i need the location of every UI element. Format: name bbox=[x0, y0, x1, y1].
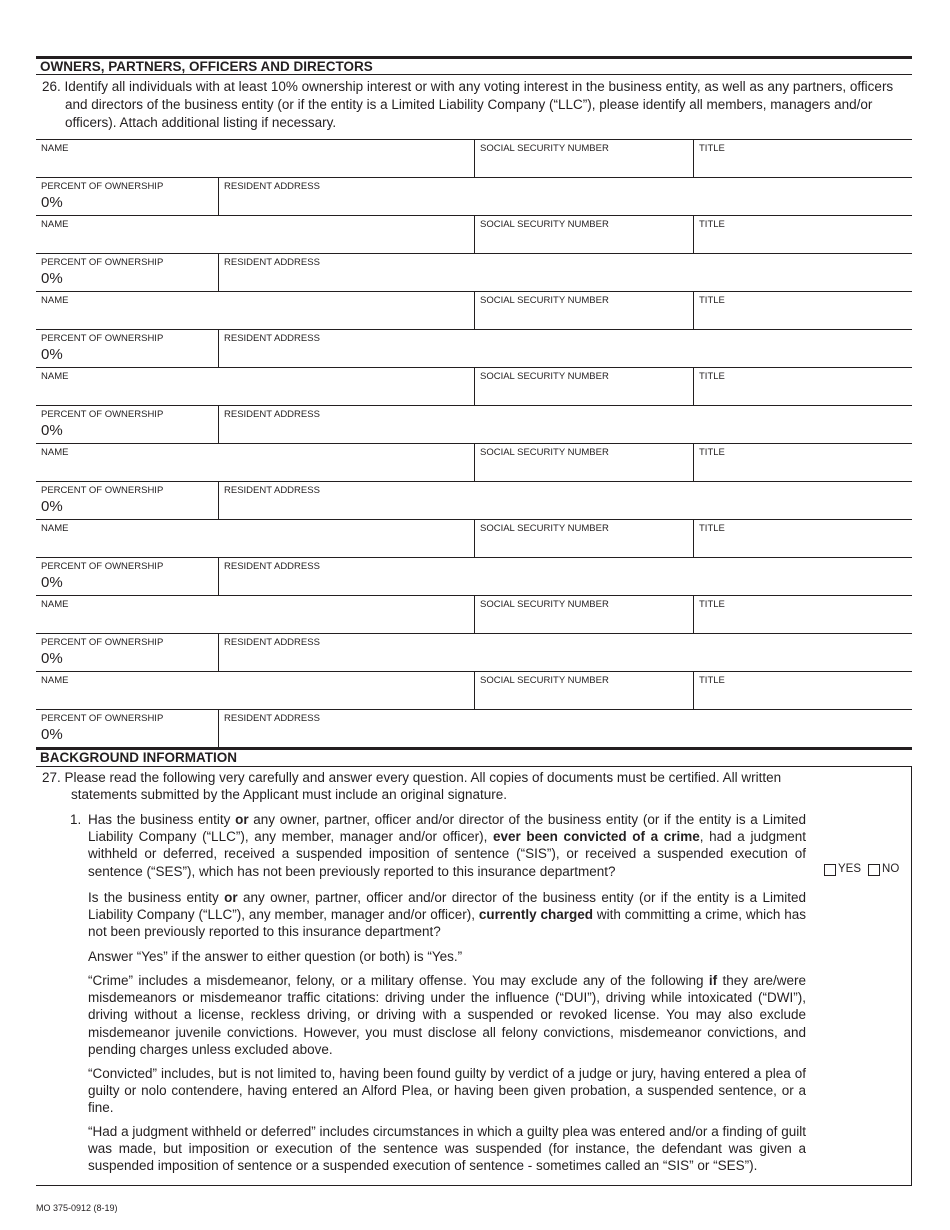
owner-name-row bbox=[36, 520, 912, 558]
ssn-label: SOCIAL SECURITY NUMBER bbox=[480, 599, 609, 610]
address-label: RESIDENT ADDRESS bbox=[224, 181, 320, 192]
owner-ownership-row bbox=[36, 178, 912, 216]
title-field[interactable] bbox=[693, 520, 912, 557]
title-label: TITLE bbox=[699, 447, 725, 458]
percent-value: 0% bbox=[41, 726, 63, 743]
address-field[interactable] bbox=[218, 254, 912, 291]
owner-ownership-row bbox=[36, 482, 912, 520]
ssn-field[interactable] bbox=[474, 216, 693, 253]
percent-field[interactable] bbox=[36, 482, 218, 519]
name-label: NAME bbox=[41, 371, 69, 382]
percent-label: PERCENT OF OWNERSHIP bbox=[41, 181, 164, 192]
address-label: RESIDENT ADDRESS bbox=[224, 485, 320, 496]
percent-field[interactable] bbox=[36, 178, 218, 215]
answer-note: Answer “Yes” if the answer to either question (or both) is “Yes.” bbox=[88, 949, 463, 964]
title-label: TITLE bbox=[699, 371, 725, 382]
form-number: MO 375-0912 (8-19) bbox=[36, 1203, 118, 1213]
owner-name-row bbox=[36, 672, 912, 710]
owner-ownership-row bbox=[36, 330, 912, 368]
ssn-label: SOCIAL SECURITY NUMBER bbox=[480, 219, 609, 230]
question-27-intro: 27. Please read the following very carefully and answer every question. All copies of documents must be certified. All written statements submitted by the Applicant must include an original signature. bbox=[42, 770, 782, 803]
owner-name-row bbox=[36, 368, 912, 406]
percent-field[interactable] bbox=[36, 710, 218, 747]
title-field[interactable] bbox=[693, 216, 912, 253]
owner-ownership-row bbox=[36, 634, 912, 672]
percent-value: 0% bbox=[41, 650, 63, 667]
percent-value: 0% bbox=[41, 498, 63, 515]
ssn-label: SOCIAL SECURITY NUMBER bbox=[480, 523, 609, 534]
owners-instruction: 26. Identify all individuals with at least 10% ownership interest or with any voting interest in the business entity, as well as any partners, officers and directors of the business entity (or if the entity is a Limited Liability Company (“LLC”), please identify all members, managers and/or officers). Attach additional listing if necessary. bbox=[42, 79, 894, 130]
address-field[interactable] bbox=[218, 634, 912, 671]
address-label: RESIDENT ADDRESS bbox=[224, 409, 320, 420]
convicted-definition: “Convicted” includes, but is not limited to, having been found guilty by verdict of a judge or jury, having entered a plea of guilty or nolo contendere, having entered an Alford Plea, or having been given probation, a suspended sentence, or a fine. bbox=[88, 1066, 806, 1116]
ssn-label: SOCIAL SECURITY NUMBER bbox=[480, 295, 609, 306]
owner-ownership-row bbox=[36, 254, 912, 292]
percent-label: PERCENT OF OWNERSHIP bbox=[41, 713, 164, 724]
ssn-field[interactable] bbox=[474, 520, 693, 557]
address-label: RESIDENT ADDRESS bbox=[224, 637, 320, 648]
percent-value: 0% bbox=[41, 346, 63, 363]
ssn-label: SOCIAL SECURITY NUMBER bbox=[480, 447, 609, 458]
yes-checkbox[interactable] bbox=[824, 864, 836, 876]
name-label: NAME bbox=[41, 523, 69, 534]
name-label: NAME bbox=[41, 447, 69, 458]
percent-label: PERCENT OF OWNERSHIP bbox=[41, 561, 164, 572]
address-field[interactable] bbox=[218, 178, 912, 215]
title-label: TITLE bbox=[699, 295, 725, 306]
crime-definition: “Crime” includes a misdemeanor, felony, or a military offense. You may exclude any of the following if they are/were misdemeanors or misdemeanor traffic citations: driving under the influence (“DUI”), driving while intoxicated (“DWI”), driving without a license, reckless driving, or driving with a suspended or revoked license. You may also exclude misdemeanor juvenile convictions. However, you must disclose all felony convictions, misdemeanor convictions, and pending charges unless excluded above. bbox=[88, 973, 806, 1057]
owners-table bbox=[36, 139, 912, 747]
address-label: RESIDENT ADDRESS bbox=[224, 713, 320, 724]
percent-label: PERCENT OF OWNERSHIP bbox=[41, 485, 164, 496]
address-field[interactable] bbox=[218, 406, 912, 443]
owner-name-row bbox=[36, 292, 912, 330]
name-field[interactable] bbox=[36, 520, 474, 557]
ssn-label: SOCIAL SECURITY NUMBER bbox=[480, 143, 609, 154]
ssn-field[interactable] bbox=[474, 444, 693, 481]
address-label: RESIDENT ADDRESS bbox=[224, 333, 320, 344]
ssn-label: SOCIAL SECURITY NUMBER bbox=[480, 371, 609, 382]
address-field[interactable] bbox=[218, 482, 912, 519]
owner-ownership-row bbox=[36, 710, 912, 747]
percent-value: 0% bbox=[41, 422, 63, 439]
question-2-text: Is the business entity or any owner, partner, officer and/or director of the business entity (or if the entity is a Limited Liability Company (“LLC”), any member, manager and/or officer), currently charged with committing a crime, which has not been previously reported to this insurance department? bbox=[88, 890, 806, 940]
title-field[interactable] bbox=[693, 672, 912, 709]
title-field[interactable] bbox=[693, 140, 912, 177]
yes-no-answer bbox=[824, 863, 899, 876]
address-field[interactable] bbox=[218, 710, 912, 747]
ssn-field[interactable] bbox=[474, 140, 693, 177]
owner-name-row bbox=[36, 140, 912, 178]
judgment-definition: “Had a judgment withheld or deferred” includes circumstances in which a guilty plea was entered and/or a finding of guilt was made, but imposition or execution of the sentence was suspended (for instance, the defendant was given a suspended imposition of sentence or a suspended execution of sentence - sometimes called an “SIS” or “SES”). bbox=[88, 1124, 806, 1174]
name-label: NAME bbox=[41, 295, 69, 306]
percent-field[interactable] bbox=[36, 634, 218, 671]
ssn-field[interactable] bbox=[474, 292, 693, 329]
owners-form bbox=[36, 56, 912, 1186]
name-label: NAME bbox=[41, 675, 69, 686]
owner-name-row bbox=[36, 216, 912, 254]
question-item-number: 1. bbox=[70, 812, 82, 827]
owner-name-row bbox=[36, 444, 912, 482]
title-field[interactable] bbox=[693, 292, 912, 329]
percent-label: PERCENT OF OWNERSHIP bbox=[41, 333, 164, 344]
percent-value: 0% bbox=[41, 194, 63, 211]
owner-name-row bbox=[36, 596, 912, 634]
name-label: NAME bbox=[41, 143, 69, 154]
percent-label: PERCENT OF OWNERSHIP bbox=[41, 637, 164, 648]
no-checkbox[interactable] bbox=[868, 864, 880, 876]
address-label: RESIDENT ADDRESS bbox=[224, 257, 320, 268]
percent-field[interactable] bbox=[36, 330, 218, 367]
name-field[interactable] bbox=[36, 292, 474, 329]
question-1-text: Has the business entity or any owner, partner, officer and/or director of the business entity (or if the entity is a Limited Liability Company (“LLC”), any member, manager and/or officer), ever been convicted of a crime, had a judgment withheld or deferred, received a suspended imposition of sentence (“SIS”), or received a suspended execution of sentence (“SES”), which has not been previously reported to this insurance department? bbox=[88, 812, 807, 879]
ssn-field[interactable] bbox=[474, 368, 693, 405]
title-label: TITLE bbox=[699, 599, 725, 610]
percent-value: 0% bbox=[41, 270, 63, 287]
name-label: NAME bbox=[41, 219, 69, 230]
name-field[interactable] bbox=[36, 368, 474, 405]
address-field[interactable] bbox=[218, 558, 912, 595]
title-label: TITLE bbox=[699, 675, 725, 686]
name-field[interactable] bbox=[36, 672, 474, 709]
name-label: NAME bbox=[41, 599, 69, 610]
background-section-title: BACKGROUND INFORMATION bbox=[36, 747, 912, 767]
name-field[interactable] bbox=[36, 140, 474, 177]
percent-label: PERCENT OF OWNERSHIP bbox=[41, 257, 164, 268]
percent-value: 0% bbox=[41, 574, 63, 591]
ssn-field[interactable] bbox=[474, 596, 693, 633]
owners-section-title: OWNERS, PARTNERS, OFFICERS AND DIRECTORS bbox=[36, 56, 912, 75]
name-field[interactable] bbox=[36, 444, 474, 481]
name-field[interactable] bbox=[36, 216, 474, 253]
percent-field[interactable] bbox=[36, 558, 218, 595]
title-field[interactable] bbox=[693, 596, 912, 633]
yes-label: YES bbox=[838, 863, 862, 875]
percent-field[interactable] bbox=[36, 406, 218, 443]
percent-field[interactable] bbox=[36, 254, 218, 291]
title-label: TITLE bbox=[699, 143, 725, 154]
no-label: NO bbox=[882, 863, 900, 875]
ssn-label: SOCIAL SECURITY NUMBER bbox=[480, 675, 609, 686]
ssn-field[interactable] bbox=[474, 672, 693, 709]
owner-ownership-row bbox=[36, 406, 912, 444]
address-field[interactable] bbox=[218, 330, 912, 367]
name-field[interactable] bbox=[36, 596, 474, 633]
title-label: TITLE bbox=[699, 523, 725, 534]
background-section bbox=[36, 767, 912, 1186]
title-field[interactable] bbox=[693, 368, 912, 405]
address-label: RESIDENT ADDRESS bbox=[224, 561, 320, 572]
title-field[interactable] bbox=[693, 444, 912, 481]
owner-ownership-row bbox=[36, 558, 912, 596]
title-label: TITLE bbox=[699, 219, 725, 230]
percent-label: PERCENT OF OWNERSHIP bbox=[41, 409, 164, 420]
